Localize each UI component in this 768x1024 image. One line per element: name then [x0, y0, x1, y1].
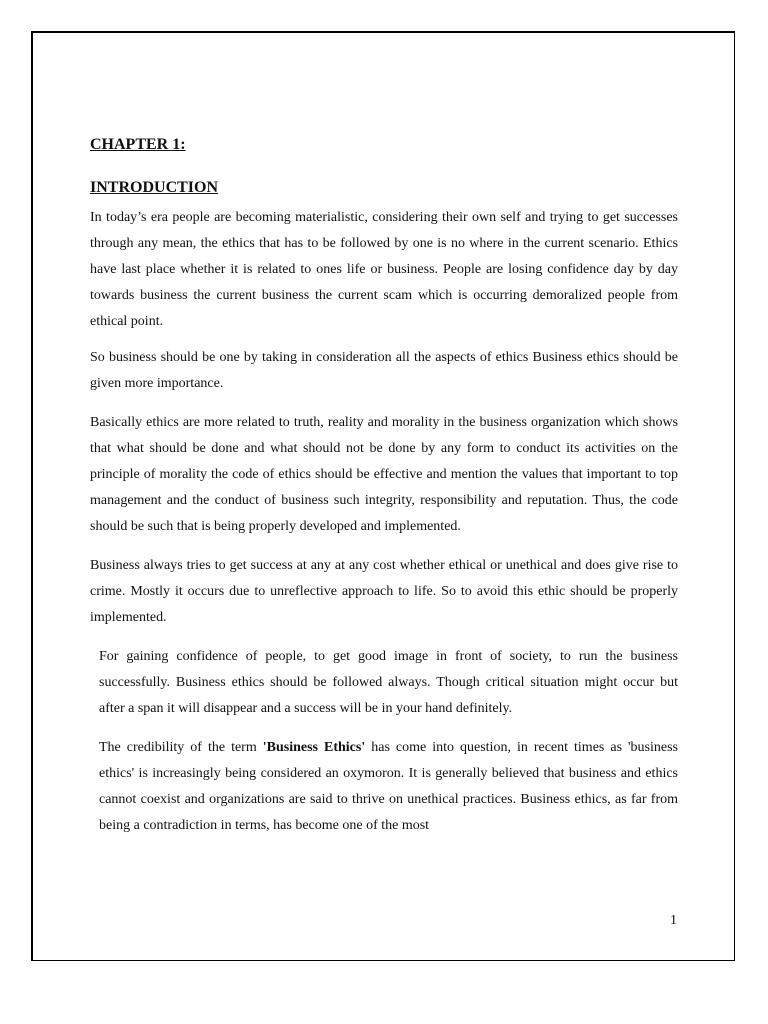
paragraph-text: has come into question, in recent times as 'business ethics' is increasingly being considered an oxymoron. It is generally believed that business and ethics cannot coexist and organizations are said to thrive on unethical practices. Business ethics, as far from being a contradiction in terms, has become one of the most [99, 740, 679, 833]
paragraph-text: The credibility of the term [99, 740, 263, 755]
section-heading: INTRODUCTION [90, 179, 219, 196]
page-number: 1 [670, 913, 677, 928]
paragraph: For gaining confidence of people, to get good image in front of society, to run the business successfully. Business ethics should be followed always. Though critical situation might occur but after a span it will disappear and a success will be in your hand definitely. [99, 649, 678, 716]
paragraph-business-ethics [90, 735, 678, 839]
paragraph: Basically ethics are more related to truth, reality and morality in the business organization which shows that what should be done and what should not be done by any form to conduct its activities on the principle of morality the code of ethics should be effective and mention the values that important to top management and the conduct of business such integrity, responsibility and reputation. Thus, the code should be such that is being properly developed and implemented. [90, 415, 678, 534]
document-body [90, 130, 678, 839]
chapter-heading: CHAPTER 1: [90, 136, 186, 153]
paragraph: So business should be one by taking in consideration all the aspects of ethics Business ethics should be given more importance. [90, 350, 678, 391]
bold-term: 'Business Ethics' [262, 740, 366, 755]
paragraph: Business always tries to get success at any at any cost whether ethical or unethical and does give rise to crime. Mostly it occurs due to unreflective approach to life. So to avoid this ethic should be properly implemented. [90, 558, 678, 625]
paragraph: In today’s era people are becoming materialistic, considering their own self and trying to get successes through any mean, the ethics that has to be followed by one is no where in the current scenario. Ethics have last place whether it is related to ones life or business. People are losing confidence day by day towards business the current business the current scam which is occurring demoralized people from ethical point. [90, 210, 678, 329]
